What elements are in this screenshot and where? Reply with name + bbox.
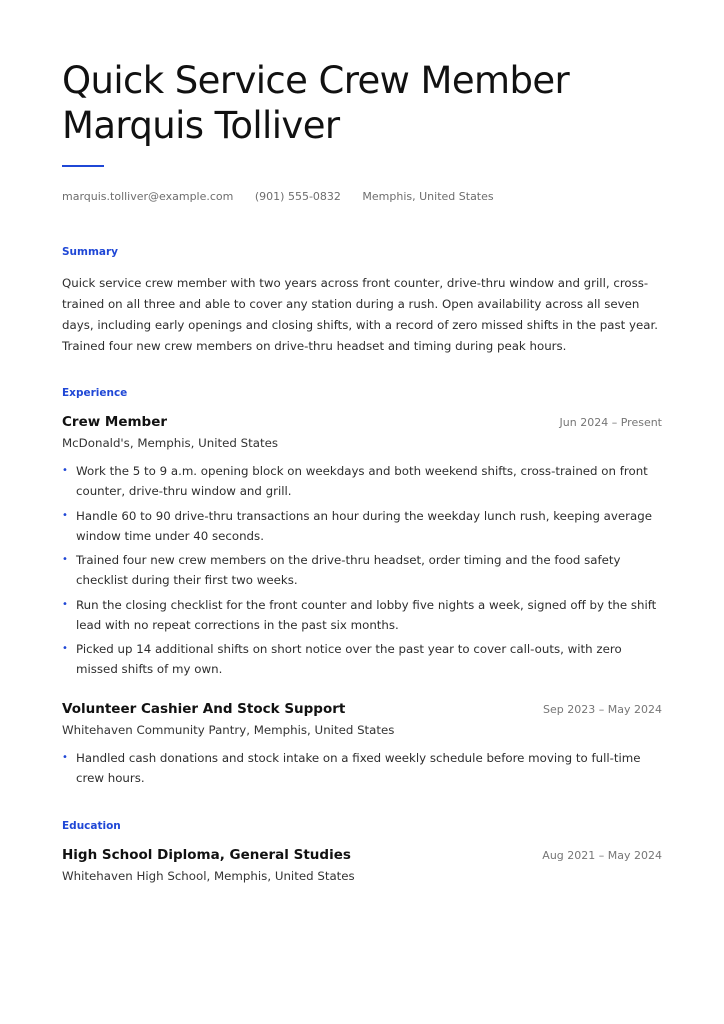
- job-bullet-list: [62, 748, 662, 793]
- education-degree: High School Diploma, General Studies: [62, 847, 351, 863]
- experience-heading: Experience: [62, 387, 128, 399]
- education-heading: Education: [62, 820, 121, 832]
- contact-phone[interactable]: (901) 555-0832: [254, 190, 341, 203]
- job-organization: McDonald's, Memphis, United States: [62, 436, 279, 450]
- job-dates: Jun 2024 – Present: [559, 416, 662, 429]
- job-dates: Sep 2023 – May 2024: [543, 703, 662, 716]
- job-role: Crew Member: [62, 414, 168, 430]
- list-item: • Handled cash donations and stock intake on a fixed weekly schedule before moving to full-time crew hours.: [62, 748, 662, 788]
- education-school: Whitehaven High School, Memphis, United States: [62, 869, 355, 883]
- page-title: [62, 58, 682, 148]
- job-role: Volunteer Cashier And Stock Support: [62, 701, 346, 717]
- job-header: [62, 701, 662, 717]
- job-organization: Whitehaven Community Pantry, Memphis, United States: [62, 723, 395, 737]
- education-header: [62, 847, 662, 863]
- education-dates: Aug 2021 – May 2024: [542, 849, 662, 862]
- summary-text: Quick service crew member with two years across front counter, drive-thru window and grill, cross-trained on all three and able to cover any station during a rush. Open availability across all seven days, including early openings and closing shifts, with a record of zero missed shifts in the past year. Trained four new crew members on drive-thru headset and timing during peak hours.: [62, 276, 659, 353]
- candidate-name: Marquis Tolliver: [62, 104, 340, 147]
- list-item: • Picked up 14 additional shifts on short notice over the past year to cover call-outs, with zero missed shifts of my own.: [62, 639, 662, 679]
- summary-heading: Summary: [62, 246, 119, 258]
- contact-line: [62, 189, 512, 205]
- list-item: • Run the closing checklist for the front counter and lobby five nights a week, signed off by the shift lead with no repeat corrections in the past six months.: [62, 595, 662, 635]
- contact-location: Memphis, United States: [362, 190, 494, 203]
- list-item: • Work the 5 to 9 a.m. opening block on weekdays and both weekend shifts, cross-trained on front counter, drive-thru window and grill.: [62, 461, 662, 501]
- contact-email[interactable]: marquis.tolliver@example.com: [62, 190, 234, 203]
- accent-divider: [62, 165, 104, 167]
- job-bullet-list: [62, 461, 662, 684]
- list-item: • Trained four new crew members on the drive-thru headset, order timing and the food safety checklist during their first two weeks.: [62, 550, 662, 590]
- job-header: [62, 414, 662, 430]
- list-item: • Handle 60 to 90 drive-thru transactions an hour during the weekday lunch rush, keeping average window time under 40 seconds.: [62, 506, 662, 546]
- job-title: Quick Service Crew Member: [62, 59, 570, 102]
